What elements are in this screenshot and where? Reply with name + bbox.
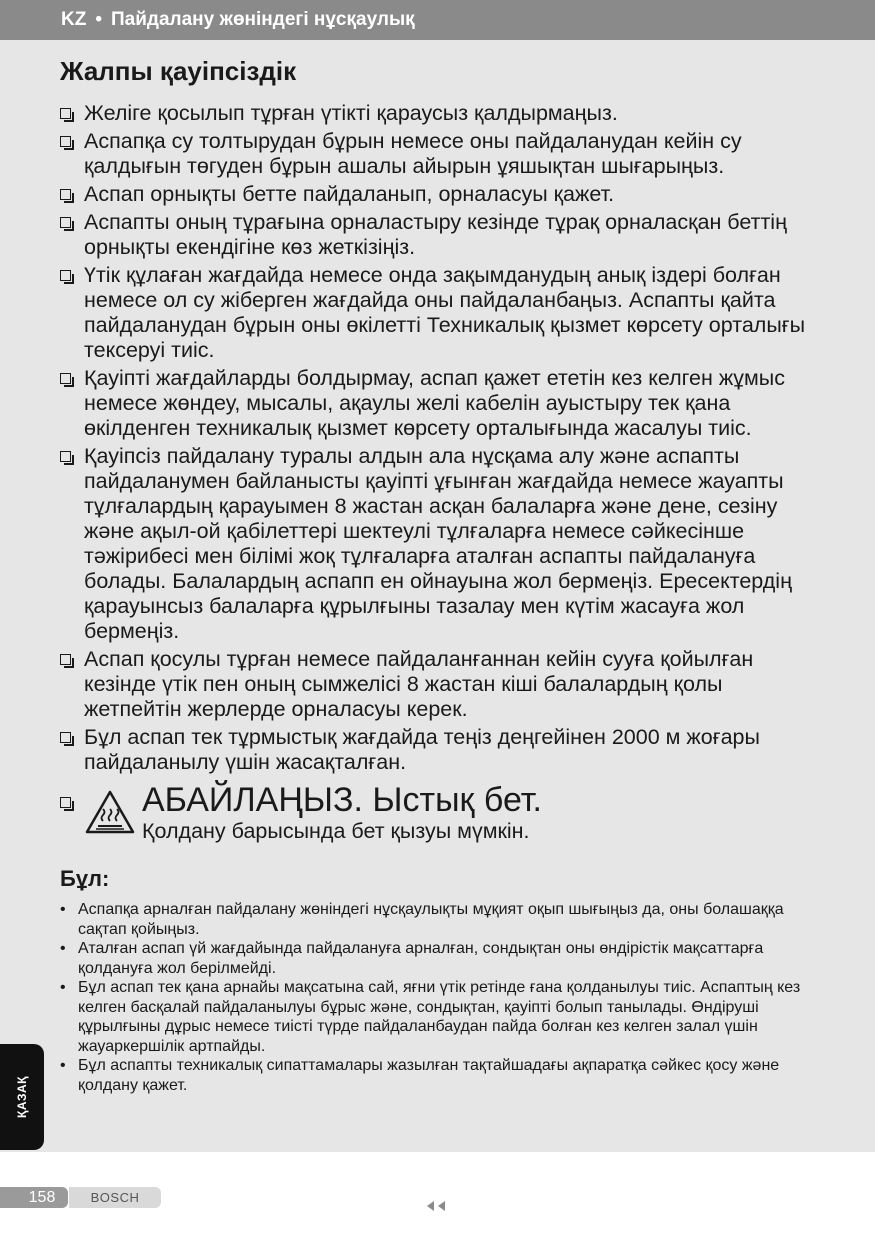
note-title: Бұл: <box>60 866 110 891</box>
safety-item-text: Қауіпті жағдайларды болдырмау, аспап қажет ететін кез келген жұмыс немесе жөндеу, мысалы, ақаулы желі кабелін ауыстыру тек қана өкілденген техникалық қызмет көрсету орталығында жасалуы тиіс. <box>84 366 785 440</box>
note-bullet: • <box>60 1057 66 1074</box>
page-footer <box>0 1187 161 1208</box>
safety-item <box>60 366 820 441</box>
header-separator: • <box>95 9 102 30</box>
checkbox-bullet-icon <box>60 217 71 228</box>
checkbox-bullet-icon <box>60 732 71 743</box>
warning-text: Қолдану барысында бет қызуы мүмкін. <box>142 819 530 843</box>
section-title: Жалпы қауіпсіздік <box>60 56 297 86</box>
safety-item-text: Аспапты оның тұрағына орналастыру кезінде тұрақ орналасқан беттің орнықты екендігіне көз жеткізіңіз. <box>84 210 787 259</box>
language-tab-label: ҚАЗАҚ <box>15 1076 29 1118</box>
note-item <box>60 939 820 978</box>
safety-item-text: Қауіпсіз пайдалану туралы алдын ала нұсқама алу және аспапты пайдаланумен байланысты қауіпті ұғынған жағдайда немесе жауапты тұлғалардың қарауымен 8 жастан асқан балаларға және дене, сезіну және ақыл-ой қабілеттері шектеулі тұлғаларға немесе сәйкесінше тәжірибесі мен білімі жоқ тұлғаларға аталған аспапты пайдалануға болады. Балалардың аспапп ен ойнауына жол бермеңіз. Ересектердің қарауынсыз балаларға құрылғыны тазалау мен күтім жасауға жол бермеңіз. <box>84 444 792 643</box>
header-title: Пайдалану жөніндегі нұсқаулық <box>110 9 415 30</box>
safety-item <box>60 182 820 207</box>
safety-item-text: Аспапқа су толтырудан бұрын немесе оны пайдаланудан кейін су қалдығын төгуден бұрын ашалы айырын ұяшықтан шығарыңыз. <box>84 129 742 178</box>
safety-item <box>60 725 820 775</box>
note-text: Бұл аспапты техникалық сипаттамалары жазылған тақтайшадағы ақпаратқа сәйкес қосу және қолдану қажет. <box>78 1057 780 1094</box>
safety-item-text: Желіге қосылып тұрған үтікті қараусыз қалдырмаңыз. <box>84 101 618 125</box>
checkbox-bullet-icon <box>60 373 71 384</box>
safety-item <box>60 263 820 363</box>
note-text: Бұл аспап тек қана арнайы мақсатына сай, яғни үтік ретінде ғана қолданылуы тиіс. Аспаптың кез келген басқалай пайдаланылуы бұрыс және, сондықтан, қауіпті болып танылады. Өндіруші құрылғыны дұрыс немесе тиісті түрде пайдаланбаудан пайда болған кез келген залал үшін жауаркершілік артпайды. <box>78 979 801 1055</box>
checkbox-bullet-icon <box>60 797 71 808</box>
checkbox-bullet-icon <box>60 654 71 665</box>
main-content <box>60 56 820 1095</box>
note-item <box>60 978 820 1056</box>
page-number: 158 <box>0 1187 68 1208</box>
safety-item <box>60 101 820 126</box>
safety-list <box>60 101 820 844</box>
header-lang-code: KZ <box>61 9 87 30</box>
checkbox-bullet-icon <box>60 270 71 281</box>
warning-item <box>60 781 820 844</box>
safety-item <box>60 647 820 722</box>
safety-item <box>60 444 820 644</box>
safety-item-text: Аспап қосулы тұрған немесе пайдаланғаннан кейін сууға қойылған кезінде үтік пен оның сымжелісі 8 жастан кіші балалардың қолы жетпейтін жерлерде орналасуы керек. <box>84 647 754 721</box>
notes-list <box>60 900 820 1095</box>
safety-item-text: Үтік құлаған жағдайда немесе онда зақымданудың анық іздері болған немесе ол су жіберген жағдайда оны пайдаланбаңыз. Аспапты қайта пайдаланудан бұрын оны өкілетті Техникалық қызмет көрсету орталығы тексеруі тиіс. <box>84 263 806 362</box>
safety-item <box>60 129 820 179</box>
safety-item <box>60 210 820 260</box>
language-side-tab[interactable] <box>0 1044 44 1150</box>
warning-title: АБАЙЛАҢЫЗ. Ыстық бет. <box>142 781 542 819</box>
note-item <box>60 900 820 939</box>
checkbox-bullet-icon <box>60 189 71 200</box>
note-bullet: • <box>60 979 66 996</box>
previous-page-icon[interactable] <box>425 1199 449 1213</box>
note-bullet: • <box>60 940 66 957</box>
safety-item-text: Бұл аспап тек тұрмыстық жағдайда теңіз деңгейінен 2000 м жоғары пайдаланылу үшін жасақталған. <box>84 725 760 774</box>
checkbox-bullet-icon <box>60 451 71 462</box>
safety-item-text: Аспап орнықты бетте пайдаланып, орналасуы қажет. <box>84 182 615 206</box>
note-bullet: • <box>60 901 66 918</box>
note-text: Аспапқа арналған пайдалану жөніндегі нұсқаулықты мұқият оқып шығыңыз да, оны болашаққа сақтап қойыңыз. <box>78 901 784 938</box>
note-text: Аталған аспап үй жағдайында пайдалануға арналған, сондықтан оны өндірістік мақсаттарға қолдануға жол берілмейді. <box>78 940 764 977</box>
page-header <box>0 0 875 40</box>
checkbox-bullet-icon <box>60 136 71 147</box>
note-item <box>60 1056 820 1095</box>
brand-label: BOSCH <box>69 1187 161 1208</box>
hot-surface-warning-icon <box>84 789 136 835</box>
checkbox-bullet-icon <box>60 108 71 119</box>
